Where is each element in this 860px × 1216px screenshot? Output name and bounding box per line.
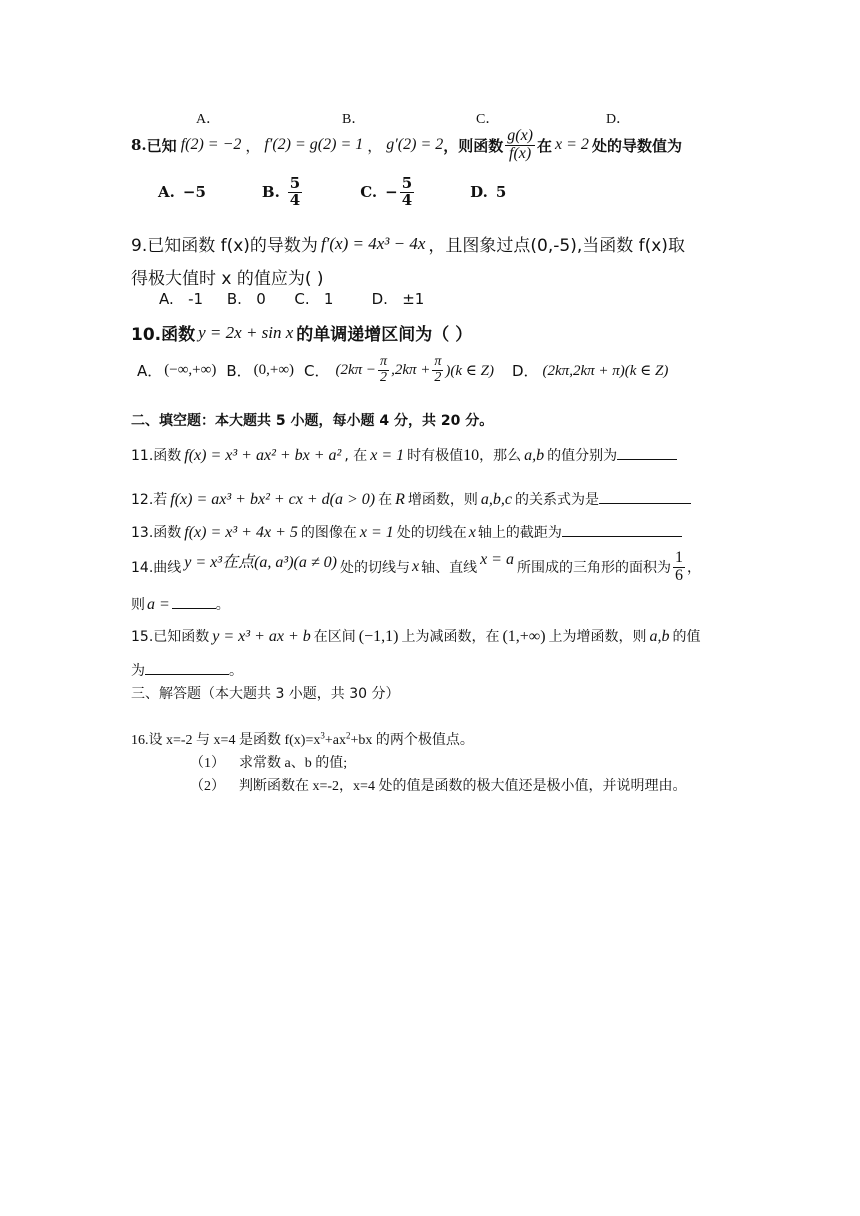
q13-axis: x	[468, 524, 476, 541]
q12-tail: 的关系式为是	[515, 492, 599, 508]
q10-option-c-frac-2	[432, 355, 443, 385]
q15-answer-blank[interactable]	[145, 674, 229, 675]
q14-fraction-num: 1	[674, 549, 683, 566]
section-2-heading: 二、填空题：本大题共 5 小题，每小题 4 分，共 20 分。	[131, 413, 494, 429]
q8-number: 8.	[131, 136, 147, 155]
q8-option-a: −5	[182, 183, 206, 202]
q9-formula: f′(x) = 4x³ − 4x	[320, 233, 426, 253]
q15-line-2-lead: 为	[131, 663, 145, 679]
q10-option-a-label: A．	[137, 361, 163, 380]
q13-condition: x = 1	[359, 524, 394, 541]
q9-text-b: ，且图象过点(0,-5),当函数 f(x)取	[428, 236, 685, 256]
q10-tail: 的单调递增区间为（ ）	[296, 325, 473, 345]
q10-option-d: (2kπ,2kπ + π)(k ∈ Z)	[542, 362, 669, 379]
question-13	[131, 522, 682, 542]
q16-sub-2-number: （2）	[190, 779, 225, 794]
q10-option-b: (0,+∞)	[253, 361, 295, 378]
section-3-heading: 三、解答题（本大题共 3 小题，共 30 分）	[131, 686, 400, 702]
q14-formula: y = x³在点(a, a³)(a ≠ 0)	[184, 553, 337, 571]
q8-option-b-num: 5	[289, 174, 301, 192]
q12-mid: 在	[378, 492, 393, 508]
q13-lead: 13.函数	[131, 525, 182, 541]
q14-comma: ，	[686, 560, 701, 577]
q15-interval-2: (1,+∞)	[502, 628, 546, 645]
q10-option-c-frac-2-den: 2	[434, 369, 442, 385]
q15-end: 。	[229, 663, 243, 679]
question-9	[131, 231, 685, 256]
q9-text-a: 9.已知函数 f(x)的导数为	[131, 236, 318, 256]
q10-option-c-part-2: ,2kπ +	[391, 361, 431, 378]
q10-options	[137, 355, 668, 385]
q12-set: R	[395, 491, 405, 508]
q8-option-b-den: 4	[289, 190, 301, 209]
q8-fraction	[505, 128, 535, 163]
q15-tail: 的值	[672, 629, 701, 645]
q8-mid: ，则函数	[443, 136, 504, 155]
q12-answer-blank[interactable]	[599, 503, 691, 504]
q10-option-c-frac-1-den: 2	[380, 369, 388, 385]
q13-formula: f(x) = x³ + 4x + 5	[184, 524, 298, 541]
q16-sub-1-number: （1）	[190, 756, 225, 771]
q14-axis: x	[411, 558, 420, 576]
q7-option-b: B．	[342, 112, 366, 127]
q11-tail: ，那么	[479, 448, 522, 464]
q8-cond-2: f′(2) = g(2) = 1	[264, 136, 364, 154]
q10-option-c-part-1: (2kπ −	[335, 361, 377, 378]
q16-text-a: 16.设 x=-2 与 x=4 是函数 f(x)=x	[131, 733, 321, 748]
q10-lead: 10.函数	[131, 325, 196, 345]
q14-end: 。	[215, 597, 230, 613]
q12-vars: a,b,c	[480, 491, 512, 508]
q8-option-d-label: D.	[470, 183, 488, 202]
q15-lead: 15.已知函数	[131, 629, 210, 645]
q15-mid-3: 上为增函数，则	[548, 629, 647, 645]
q10-option-d-label: D．	[511, 361, 539, 380]
q16-subquestion-1	[190, 752, 347, 772]
q15-line-2	[131, 660, 243, 680]
q10-formula: y = 2x + sin x	[198, 322, 294, 342]
question-16	[131, 729, 474, 749]
q8-options	[158, 176, 506, 209]
q10-option-c-frac-2-num: π	[434, 354, 442, 369]
q10-option-c-label: C．	[304, 361, 330, 380]
q8-tail: 处的导数值为	[591, 136, 682, 155]
q14-line-2	[131, 594, 230, 614]
q8-condition: x = 2	[555, 136, 589, 154]
q8-option-c-den: 4	[401, 190, 413, 209]
q11-value: 10	[463, 447, 480, 464]
question-10	[131, 320, 472, 345]
q14-answer-blank[interactable]	[172, 608, 216, 609]
q12-mid-2: 增函数，则	[407, 492, 478, 508]
q15-mid-2: 上为减函数，在	[401, 629, 500, 645]
question-14	[131, 550, 701, 585]
q11-answer-blank[interactable]	[617, 459, 677, 460]
q16-sub-2-text: 判断函数在 x=-2，x=4 处的值是函数的极大值还是极小值，并说明理由。	[239, 779, 687, 794]
q14-mid-2: 轴、直线	[421, 560, 478, 577]
q8-option-c-num: 5	[401, 174, 413, 192]
q7-option-a: A．	[196, 112, 221, 127]
q8-fraction-denominator: f(x)	[509, 144, 532, 162]
question-15	[131, 626, 701, 646]
q8-lead: 已知	[146, 136, 177, 155]
q16-text-c: +bx 的两个极值点。	[350, 733, 474, 748]
q8-option-a-label: A.	[158, 183, 175, 202]
q8-cond-1: f(2) = −2	[180, 136, 242, 154]
q8-option-c-label: C.	[360, 183, 378, 202]
q15-vars: a,b	[649, 628, 670, 645]
q8-option-c-sign: −	[385, 183, 398, 202]
q14-line: x = a	[480, 551, 514, 569]
q10-option-a: (−∞,+∞)	[164, 361, 217, 378]
q11-lead: 11.函数	[131, 448, 182, 464]
q14-var: a =	[147, 596, 170, 613]
q10-option-b-label: B．	[226, 361, 252, 380]
q13-mid: 的图像在	[300, 525, 357, 541]
q15-formula: y = x³ + ax + b	[212, 628, 311, 645]
q14-line-2-lead: 则	[131, 597, 145, 613]
q11-tail-2: 的值分别为	[547, 448, 618, 464]
q8-option-c-fraction	[400, 176, 414, 209]
q11-mid: , 在	[344, 448, 368, 464]
q16-text-b: +ax	[324, 733, 346, 748]
q10-option-c-part-3: )(k ∈ Z)	[445, 362, 494, 379]
q14-fraction	[673, 550, 685, 585]
q10-option-c-frac-1-num: π	[380, 354, 388, 369]
q8-at: 在	[537, 136, 553, 155]
q13-mid-2: 处的切线在	[396, 525, 467, 541]
q12-lead: 12.若	[131, 492, 168, 508]
q14-tail: 所围成的三角形的面积为	[516, 560, 671, 577]
q8-option-b-fraction	[288, 176, 302, 209]
q8-fraction-numerator: g(x)	[507, 127, 534, 144]
q10-option-c-frac-1	[378, 355, 389, 385]
q12-formula: f(x) = ax³ + bx² + cx + d(a > 0)	[170, 491, 376, 508]
q8-option-b-label: B.	[261, 183, 280, 202]
question-8: 8. 已知 f(2) = −2 ， f′(2) = g(2) = 1 ， g′(2) = 2 ，则函数 $\frac{g(x)}{f(x)}$ 在 x = 2 处的导数值为	[131, 127, 682, 162]
q15-mid: 在区间	[313, 629, 356, 645]
question-12	[131, 489, 691, 509]
q9-options: A. -1 B. 0 C. 1 D. ±1	[159, 290, 425, 308]
q16-sup-2: 2	[345, 730, 351, 741]
q7-option-d: D．	[606, 112, 631, 127]
q8-option-d: 5	[495, 183, 507, 202]
q14-fraction-den: 6	[674, 566, 683, 584]
q14-mid: 处的切线与	[339, 560, 410, 577]
q9-line-2: 得极大值时 x 的值应为( )	[131, 269, 324, 289]
q13-tail: 轴上的截距为	[477, 525, 562, 541]
q11-vars: a,b	[524, 447, 545, 464]
q7-option-c: C．	[476, 112, 500, 127]
q15-interval-1: (−1,1)	[358, 628, 399, 645]
q8-cond-3: g′(2) = 2	[386, 136, 444, 154]
q11-condition: x = 1	[370, 447, 405, 464]
question-11	[131, 445, 677, 465]
q11-formula: f(x) = x³ + ax² + bx + a²	[184, 447, 342, 464]
q14-lead: 14.曲线	[131, 560, 182, 577]
q13-answer-blank[interactable]	[562, 536, 682, 537]
q16-subquestion-2	[190, 775, 686, 795]
q16-sub-1-text: 求常数 a、b 的值;	[239, 756, 348, 771]
q16-sup-1: 3	[320, 730, 325, 741]
q11-mid-2: 时有极值	[407, 448, 464, 464]
